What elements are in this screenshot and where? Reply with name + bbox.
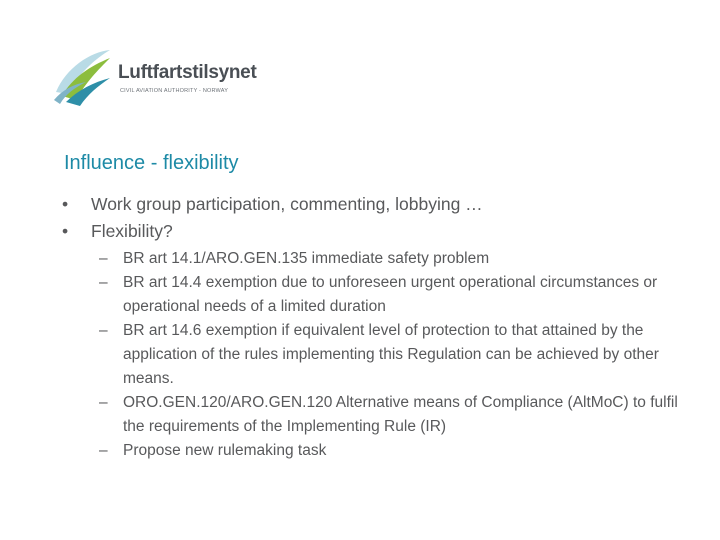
dash-marker: – bbox=[99, 394, 108, 411]
bullet-marker: • bbox=[62, 194, 69, 214]
sub-bullet-text: BR art 14.4 exemption due to unforeseen urgent operational circumstances or operational needs of a limited duration bbox=[123, 274, 658, 315]
dash-marker: – bbox=[99, 274, 108, 291]
dash-marker: – bbox=[99, 322, 108, 339]
logo-wordmark: Luftfartstilsynet bbox=[118, 62, 257, 83]
slide-title: Influence - flexibility bbox=[64, 152, 239, 174]
bullet-marker: • bbox=[62, 221, 69, 241]
logo-emblem-icon bbox=[52, 48, 114, 108]
sub-bullet-item bbox=[62, 391, 702, 439]
sub-bullet-text: BR art 14.1/ARO.GEN.135 immediate safety problem bbox=[123, 250, 490, 267]
sub-bullet-item bbox=[62, 439, 702, 463]
logo-subtitle: CIVIL AVIATION AUTHORITY - NORWAY bbox=[120, 88, 229, 94]
bullet-text: Work group participation, commenting, lobbying … bbox=[91, 194, 483, 214]
slide-content bbox=[62, 191, 702, 463]
sub-bullet-text: Propose new rulemaking task bbox=[123, 442, 327, 459]
bullet-item bbox=[62, 191, 702, 218]
sub-bullet-text: BR art 14.6 exemption if equivalent level of protection to that attained by the application of the rules implementing this Regulation can be achieved by other means. bbox=[123, 322, 659, 387]
logo bbox=[52, 48, 257, 108]
sub-bullet-item bbox=[62, 319, 702, 391]
dash-marker: – bbox=[99, 250, 108, 267]
sub-bullet-item bbox=[62, 271, 702, 319]
dash-marker: – bbox=[99, 442, 108, 459]
sub-bullet-item bbox=[62, 247, 702, 271]
sub-bullet-text: ORO.GEN.120/ARO.GEN.120 Alternative means of Compliance (AltMoC) to fulfil the requirements of the Implementing Rule (IR) bbox=[123, 394, 678, 435]
bullet-text: Flexibility? bbox=[91, 221, 173, 241]
bullet-item bbox=[62, 218, 702, 245]
sub-bullet-list bbox=[62, 247, 702, 463]
